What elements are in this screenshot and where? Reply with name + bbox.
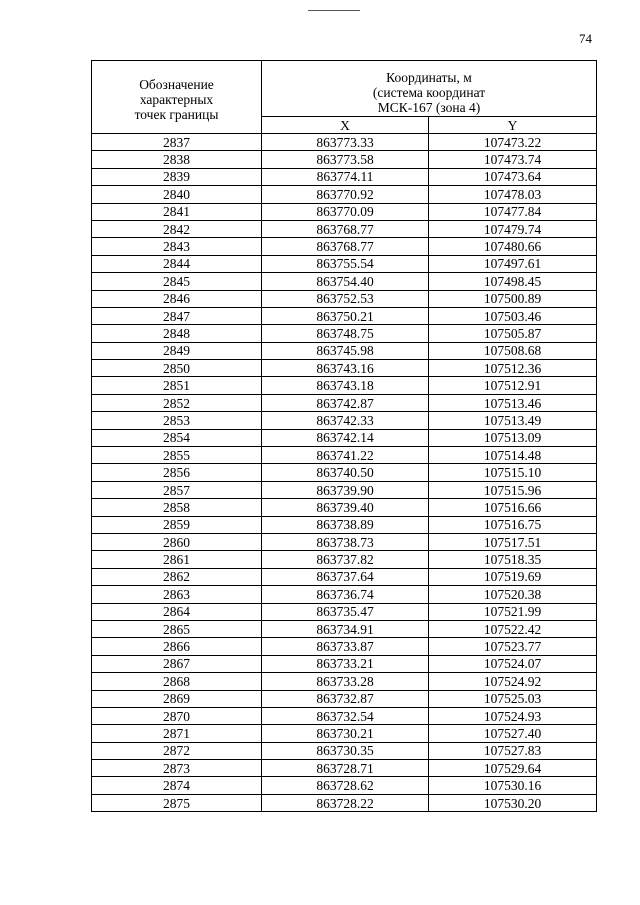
coords-header-line-2: (система координат (372, 85, 486, 101)
y-coordinate-cell: 107524.93 (429, 707, 597, 724)
table-row (92, 290, 597, 307)
x-coordinate-cell: 863770.92 (262, 186, 429, 203)
table-body (92, 134, 597, 812)
point-id-cell: 2841 (92, 203, 262, 220)
point-id-cell: 2848 (92, 325, 262, 342)
x-coordinate-cell: 863773.33 (262, 134, 429, 151)
table-row (92, 742, 597, 759)
point-header-line-2: характерных (139, 91, 214, 107)
table-row (92, 690, 597, 707)
point-id-cell: 2846 (92, 290, 262, 307)
y-coordinate-cell: 107517.51 (429, 533, 597, 550)
y-coordinate-cell: 107473.74 (429, 151, 597, 168)
point-id-cell: 2859 (92, 516, 262, 533)
x-coordinate-cell: 863774.11 (262, 168, 429, 185)
x-coordinate-cell: 863732.54 (262, 707, 429, 724)
x-coordinate-cell: 863733.28 (262, 673, 429, 690)
coords-header-line-1: Координаты, м (386, 70, 472, 86)
x-coordinate-cell: 863739.90 (262, 481, 429, 498)
table-row (92, 725, 597, 742)
table-row (92, 499, 597, 516)
x-coordinate-cell: 863742.14 (262, 429, 429, 446)
x-coordinate-cell: 863768.77 (262, 238, 429, 255)
point-id-cell: 2872 (92, 742, 262, 759)
table-row (92, 412, 597, 429)
y-coordinate-cell: 107516.75 (429, 516, 597, 533)
x-coordinate-cell: 863748.75 (262, 325, 429, 342)
x-coordinate-cell: 863752.53 (262, 290, 429, 307)
y-coordinate-cell: 107498.45 (429, 273, 597, 290)
table-row (92, 568, 597, 585)
y-coordinate-cell: 107524.07 (429, 655, 597, 672)
table-row (92, 603, 597, 620)
y-coordinate-cell: 107479.74 (429, 220, 597, 237)
y-coordinate-cell: 107508.68 (429, 342, 597, 359)
point-id-cell: 2843 (92, 238, 262, 255)
point-id-cell: 2853 (92, 412, 262, 429)
x-coordinate-cell: 863745.98 (262, 342, 429, 359)
top-rule (308, 10, 360, 11)
table-row (92, 638, 597, 655)
y-coordinate-cell: 107527.83 (429, 742, 597, 759)
x-coordinate-cell: 863743.18 (262, 377, 429, 394)
table-row (92, 325, 597, 342)
point-id-cell: 2863 (92, 586, 262, 603)
x-coordinate-cell: 863728.22 (262, 794, 429, 811)
point-id-cell: 2847 (92, 307, 262, 324)
x-coordinate-cell: 863739.40 (262, 499, 429, 516)
y-coordinate-cell: 107473.22 (429, 134, 597, 151)
x-coordinate-cell: 863733.21 (262, 655, 429, 672)
point-id-cell: 2865 (92, 620, 262, 637)
x-coordinate-cell: 863750.21 (262, 307, 429, 324)
x-coordinate-cell: 863733.87 (262, 638, 429, 655)
x-coordinate-cell: 863734.91 (262, 620, 429, 637)
point-id-cell: 2858 (92, 499, 262, 516)
table-row (92, 377, 597, 394)
y-coordinate-cell: 107523.77 (429, 638, 597, 655)
table-row (92, 168, 597, 185)
y-column-header: Y (429, 117, 597, 134)
point-id-cell: 2866 (92, 638, 262, 655)
x-coordinate-cell: 863741.22 (262, 447, 429, 464)
table-header (92, 61, 597, 134)
table-row (92, 220, 597, 237)
table-row (92, 360, 597, 377)
y-coordinate-cell: 107521.99 (429, 603, 597, 620)
y-coordinate-cell: 107480.66 (429, 238, 597, 255)
table-row (92, 238, 597, 255)
point-id-cell: 2857 (92, 481, 262, 498)
table-row (92, 586, 597, 603)
table-row (92, 481, 597, 498)
coordinates-header (262, 61, 597, 117)
x-coordinate-cell: 863738.73 (262, 533, 429, 550)
point-id-cell: 2845 (92, 273, 262, 290)
table-row (92, 777, 597, 794)
x-coordinate-cell: 863770.09 (262, 203, 429, 220)
x-coordinate-cell: 863737.64 (262, 568, 429, 585)
table-row (92, 794, 597, 811)
table-row (92, 394, 597, 411)
table-row (92, 134, 597, 151)
point-id-cell: 2854 (92, 429, 262, 446)
x-coordinate-cell: 863743.16 (262, 360, 429, 377)
y-coordinate-cell: 107477.84 (429, 203, 597, 220)
y-coordinate-cell: 107522.42 (429, 620, 597, 637)
table-row (92, 447, 597, 464)
x-coordinate-cell: 863738.89 (262, 516, 429, 533)
y-coordinate-cell: 107520.38 (429, 586, 597, 603)
point-id-cell: 2871 (92, 725, 262, 742)
point-id-cell: 2838 (92, 151, 262, 168)
y-coordinate-cell: 107516.66 (429, 499, 597, 516)
y-coordinate-cell: 107513.46 (429, 394, 597, 411)
x-coordinate-cell: 863736.74 (262, 586, 429, 603)
page-number: 74 (579, 31, 592, 46)
y-coordinate-cell: 107478.03 (429, 186, 597, 203)
x-coordinate-cell: 863768.77 (262, 220, 429, 237)
point-header-line-1: Обозначение (139, 76, 214, 92)
table-row (92, 516, 597, 533)
x-coordinate-cell: 863754.40 (262, 273, 429, 290)
table-row (92, 186, 597, 203)
y-coordinate-cell: 107500.89 (429, 290, 597, 307)
y-coordinate-cell: 107530.20 (429, 794, 597, 811)
x-coordinate-cell: 863773.58 (262, 151, 429, 168)
table-row (92, 673, 597, 690)
table-row (92, 533, 597, 550)
x-column-header: X (262, 117, 429, 134)
table-row (92, 273, 597, 290)
y-coordinate-cell: 107515.96 (429, 481, 597, 498)
table-row (92, 151, 597, 168)
point-id-cell: 2840 (92, 186, 262, 203)
point-id-cell: 2867 (92, 655, 262, 672)
x-coordinate-cell: 863728.62 (262, 777, 429, 794)
point-id-cell: 2873 (92, 760, 262, 777)
table-row (92, 760, 597, 777)
point-id-cell: 2856 (92, 464, 262, 481)
x-coordinate-cell: 863730.35 (262, 742, 429, 759)
x-coordinate-cell: 863732.87 (262, 690, 429, 707)
y-coordinate-cell: 107524.92 (429, 673, 597, 690)
table-row (92, 203, 597, 220)
point-id-cell: 2862 (92, 568, 262, 585)
table-row (92, 707, 597, 724)
y-coordinate-cell: 107515.10 (429, 464, 597, 481)
y-coordinate-cell: 107530.16 (429, 777, 597, 794)
coords-header-line-3: МСК-167 (зона 4) (377, 100, 481, 116)
y-coordinate-cell: 107525.03 (429, 690, 597, 707)
x-coordinate-cell: 863740.50 (262, 464, 429, 481)
y-coordinate-cell: 107513.49 (429, 412, 597, 429)
table-row (92, 342, 597, 359)
point-id-cell: 2850 (92, 360, 262, 377)
y-coordinate-cell: 107519.69 (429, 568, 597, 585)
point-id-cell: 2868 (92, 673, 262, 690)
table-row (92, 255, 597, 272)
point-id-cell: 2864 (92, 603, 262, 620)
x-coordinate-cell: 863735.47 (262, 603, 429, 620)
point-id-cell: 2839 (92, 168, 262, 185)
x-coordinate-cell: 863737.82 (262, 551, 429, 568)
x-coordinate-cell: 863730.21 (262, 725, 429, 742)
y-coordinate-cell: 107518.35 (429, 551, 597, 568)
y-coordinate-cell: 107514.48 (429, 447, 597, 464)
point-id-cell: 2842 (92, 220, 262, 237)
coordinates-table (91, 60, 597, 812)
y-coordinate-cell: 107505.87 (429, 325, 597, 342)
table-row (92, 551, 597, 568)
table-row (92, 655, 597, 672)
x-coordinate-cell: 863742.87 (262, 394, 429, 411)
table-row (92, 620, 597, 637)
y-coordinate-cell: 107529.64 (429, 760, 597, 777)
y-coordinate-cell: 107512.91 (429, 377, 597, 394)
point-id-cell: 2874 (92, 777, 262, 794)
y-coordinate-cell: 107513.09 (429, 429, 597, 446)
point-id-cell: 2870 (92, 707, 262, 724)
point-id-cell: 2855 (92, 447, 262, 464)
point-id-cell: 2837 (92, 134, 262, 151)
x-coordinate-cell: 863742.33 (262, 412, 429, 429)
x-coordinate-cell: 863755.54 (262, 255, 429, 272)
point-id-cell: 2875 (92, 794, 262, 811)
point-id-cell: 2851 (92, 377, 262, 394)
point-designation-header (92, 61, 262, 134)
y-coordinate-cell: 107512.36 (429, 360, 597, 377)
point-header-line-3: точек границы (134, 106, 219, 122)
x-coordinate-cell: 863728.71 (262, 760, 429, 777)
y-coordinate-cell: 107503.46 (429, 307, 597, 324)
point-id-cell: 2844 (92, 255, 262, 272)
point-id-cell: 2852 (92, 394, 262, 411)
table-row (92, 464, 597, 481)
point-id-cell: 2861 (92, 551, 262, 568)
point-id-cell: 2849 (92, 342, 262, 359)
table-row (92, 429, 597, 446)
y-coordinate-cell: 107527.40 (429, 725, 597, 742)
point-id-cell: 2869 (92, 690, 262, 707)
table-row (92, 307, 597, 324)
y-coordinate-cell: 107473.64 (429, 168, 597, 185)
y-coordinate-cell: 107497.61 (429, 255, 597, 272)
point-id-cell: 2860 (92, 533, 262, 550)
